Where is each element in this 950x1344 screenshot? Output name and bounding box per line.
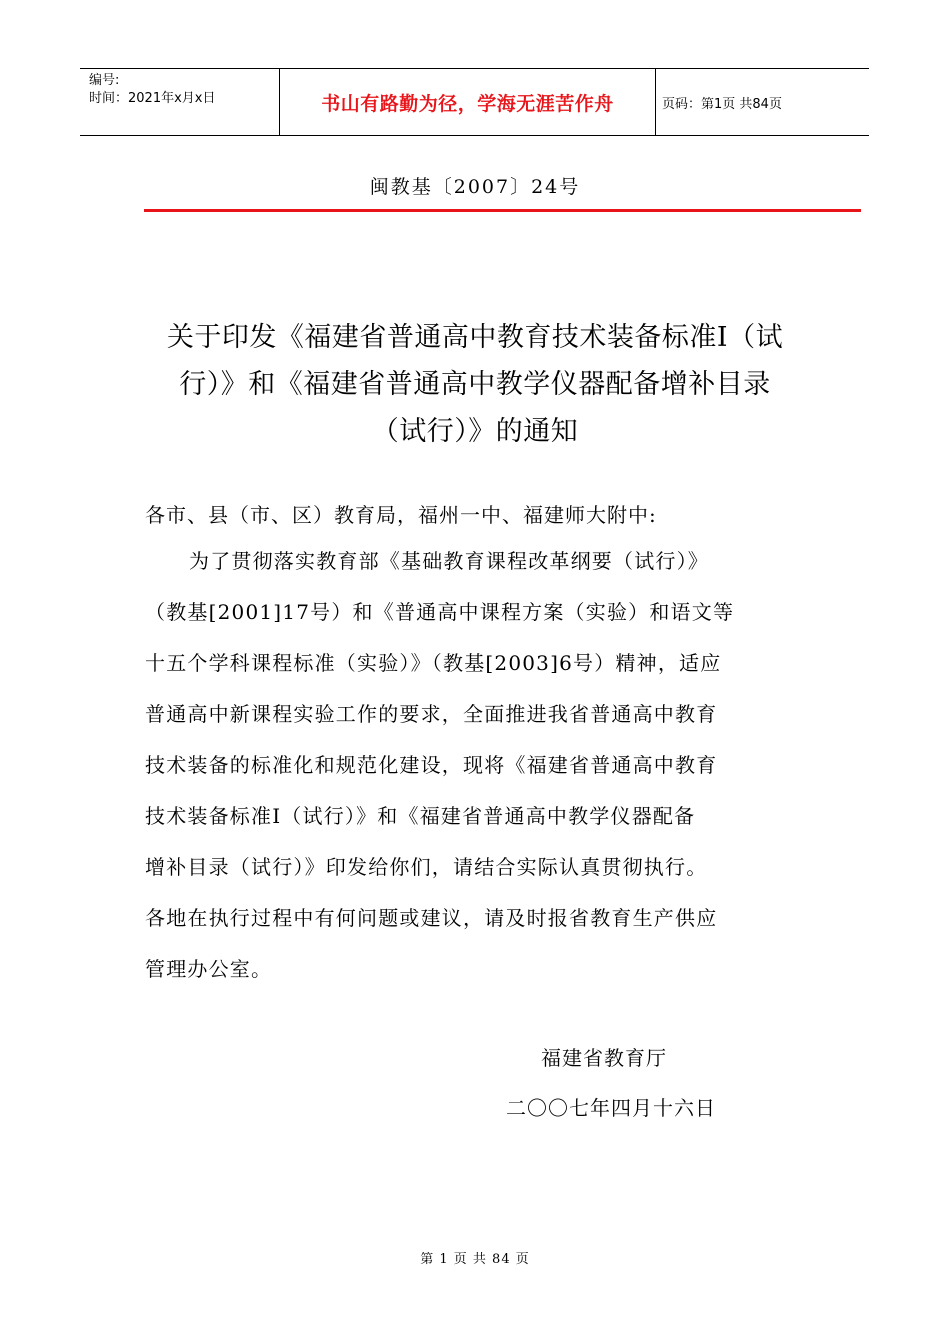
body-line: 为了贯彻落实教育部《基础教育课程改革纲要（试行）》 bbox=[189, 549, 709, 573]
signature-organization: 福建省教育厅 bbox=[541, 1046, 667, 1070]
body-line: 增补目录（试行）》印发给你们，请结合实际认真贯彻执行。 bbox=[145, 855, 708, 879]
time-label: 时间：2021年x月x日 bbox=[89, 91, 216, 106]
salutation: 各市、县（市、区）教育局，福州一中、福建师大附中: bbox=[145, 503, 657, 527]
page-footer: 第 1 页 共 84 页 bbox=[420, 1252, 530, 1267]
body-line: 技术装备标准Ⅰ（试行）》和《福建省普通高中教学仪器配备 bbox=[145, 804, 696, 828]
page-header bbox=[80, 68, 869, 136]
body-paragraph bbox=[145, 536, 813, 995]
signature-date: 二〇〇七年四月十六日 bbox=[506, 1096, 716, 1120]
body-line: 技术装备的标准化和规范化建设，现将《福建省普通高中教育 bbox=[145, 753, 718, 777]
title-line: 行）》和《福建省普通高中教学仪器配备增补目录 bbox=[179, 369, 771, 400]
body-line: （教基[2001]17号）和《普通高中课程方案（实验）和语文等 bbox=[145, 600, 735, 624]
body-line: 普通高中新课程实验工作的要求，全面推进我省普通高中教育 bbox=[145, 702, 718, 726]
body-line: 十五个学科课程标准（实验）》（教基[2003]6号）精神，适应 bbox=[145, 651, 722, 675]
title-line: （试行）》的通知 bbox=[371, 416, 579, 447]
page-info-text: 页码：第1页 共84页 bbox=[662, 96, 782, 112]
title-line: 关于印发《福建省普通高中教育技术装备标准Ⅰ（试 bbox=[166, 322, 784, 353]
red-divider bbox=[144, 209, 861, 212]
header-meta bbox=[80, 69, 280, 135]
header-motto: 书山有路勤为径，学海无涯苦作舟 bbox=[280, 69, 656, 135]
document-number: 闽教基〔2007〕24号 bbox=[369, 176, 581, 198]
header-page-info bbox=[656, 69, 869, 135]
number-label: 编号: bbox=[89, 73, 120, 88]
body-line: 各地在执行过程中有何问题或建议，请及时报省教育生产供应 bbox=[145, 906, 718, 930]
body-line: 管理办公室。 bbox=[145, 957, 273, 981]
document-title bbox=[140, 314, 810, 455]
